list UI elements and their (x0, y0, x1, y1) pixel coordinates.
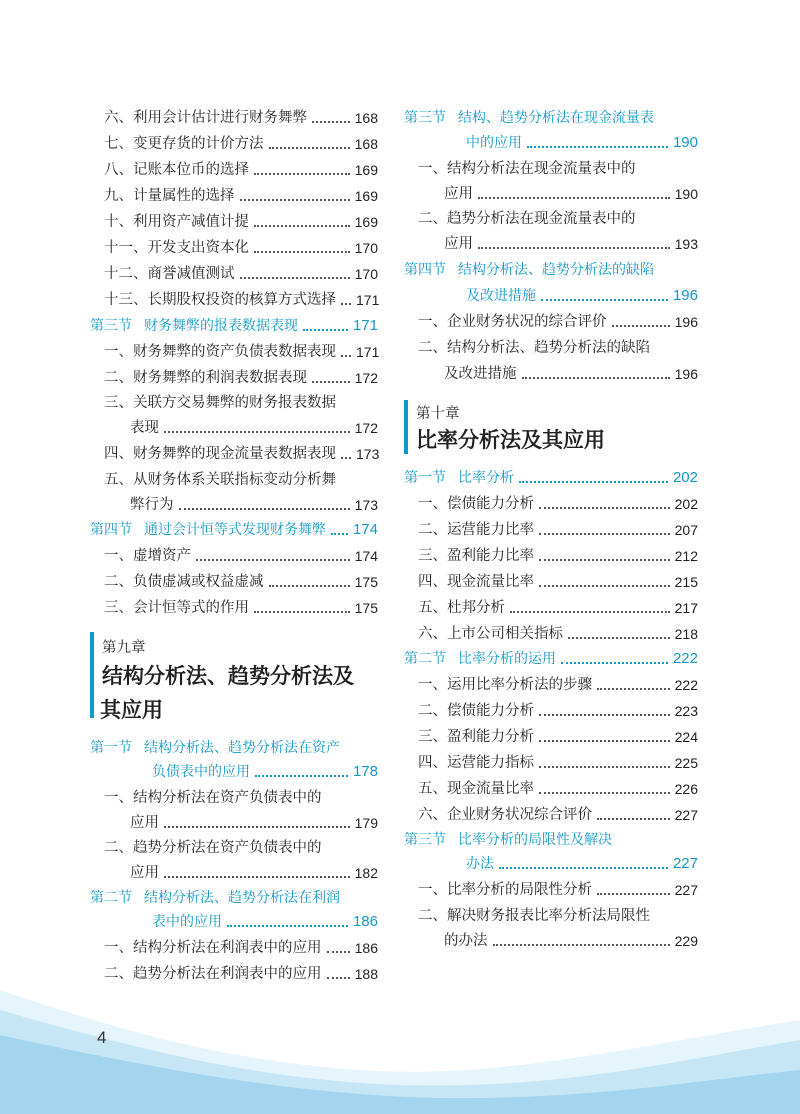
section-label: 第四节 (90, 522, 132, 538)
toc-entry-line2[interactable] (90, 414, 378, 438)
toc-entry[interactable] (404, 775, 698, 799)
leader-dots (539, 792, 670, 794)
chapter-label: 第十章 (416, 406, 460, 422)
entry-title: 三、会计恒等式的作用 (104, 600, 249, 616)
entry-title: 二、解决财务报表比率分析法局限性 (418, 908, 650, 924)
section-label: 第三节 (404, 832, 446, 848)
leader-dots (493, 944, 670, 946)
section-page: 171 (352, 317, 378, 334)
leader-dots (269, 585, 350, 587)
entry-title: 五、杜邦分析 (418, 600, 505, 616)
toc-section[interactable] (404, 645, 698, 669)
leader-dots (341, 457, 351, 459)
chapter-label: 第九章 (102, 640, 146, 656)
entry-title: 六、上市公司相关指标 (418, 626, 563, 642)
entry-title: 十三、长期股权投资的核算方式选择 (104, 292, 336, 308)
section-page: 178 (352, 763, 378, 780)
leader-dots (541, 299, 668, 301)
leader-dots (341, 355, 351, 357)
entry-page: 229 (674, 933, 698, 949)
entry-page: 226 (674, 781, 698, 797)
leader-dots (327, 951, 350, 953)
entry-page: 188 (354, 966, 378, 982)
entry-title: 十、利用资产减值计提 (104, 214, 249, 230)
section-title-cont: 及改进措施 (466, 288, 536, 304)
entry-page: 222 (674, 677, 698, 693)
leader-dots (254, 611, 350, 613)
leader-dots (341, 303, 351, 305)
entry-title: 一、结构分析法在资产负债表中的 (104, 790, 322, 806)
leader-dots (240, 277, 350, 279)
entry-title-cont: 表现 (130, 420, 159, 436)
toc-entry[interactable] (404, 568, 698, 592)
entry-title: 一、结构分析法在利润表中的应用 (104, 940, 322, 956)
entry-page: 168 (354, 136, 378, 152)
entry-title: 七、变更存货的计价方法 (104, 136, 264, 152)
entry-title-cont: 应用 (444, 186, 473, 202)
section-title-cont: 中的应用 (466, 135, 522, 151)
leader-dots (568, 637, 670, 639)
entry-page: 168 (354, 110, 378, 126)
section-page: 202 (672, 469, 698, 486)
entry-page: 171 (356, 344, 380, 360)
chapter-title: 比率分析法及其应用 (416, 428, 605, 452)
toc-entry-line2[interactable] (90, 859, 378, 883)
section-page: 227 (672, 855, 698, 872)
entry-page: 196 (674, 314, 698, 330)
leader-dots (527, 146, 668, 148)
leader-dots (539, 507, 670, 509)
leader-dots (499, 867, 668, 869)
toc-entry-line2[interactable] (404, 360, 698, 384)
leader-dots (519, 481, 668, 483)
entry-title-cont: 应用 (130, 865, 159, 881)
entry-page: 190 (674, 186, 698, 202)
leader-dots (539, 585, 670, 587)
entry-title-cont: 应用 (130, 815, 159, 831)
leader-dots (478, 247, 670, 249)
entry-title: 三、盈利能力比率 (418, 548, 534, 564)
entry-page: 170 (354, 266, 378, 282)
entry-title: 二、趋势分析法在资产负债表中的 (104, 840, 322, 856)
entry-title: 八、记账本位币的选择 (104, 162, 249, 178)
entry-title: 二、运营能力比率 (418, 522, 534, 538)
section-title: 结构分析法、趋势分析法在利润 (144, 890, 340, 906)
toc-entry[interactable] (404, 697, 698, 721)
section-title: 结构分析法、趋势分析法在资产 (144, 740, 340, 756)
leader-dots (612, 325, 670, 327)
leader-dots (227, 925, 348, 927)
toc-entry-line1[interactable] (404, 155, 698, 179)
section-label: 第二节 (90, 890, 132, 906)
entry-title: 十二、商誉减值测试 (104, 266, 235, 282)
leader-dots (597, 818, 670, 820)
toc-section-line2[interactable] (404, 850, 698, 874)
entry-page: 173 (354, 497, 378, 513)
entry-title: 一、比率分析的局限性分析 (418, 882, 592, 898)
page-number: 4 (97, 1028, 107, 1047)
toc-section[interactable] (90, 884, 378, 908)
entry-page: 224 (674, 729, 698, 745)
toc-section[interactable] (404, 464, 698, 488)
entry-title-cont: 及改进措施 (444, 366, 517, 382)
toc-entry[interactable] (90, 260, 378, 284)
section-page: 174 (352, 521, 378, 538)
section-label: 第二节 (404, 651, 446, 667)
leader-dots (240, 199, 350, 201)
section-page: 222 (672, 650, 698, 667)
leader-dots (303, 329, 348, 331)
entry-page: 172 (354, 420, 378, 436)
section-label: 第一节 (90, 740, 132, 756)
entry-title: 二、趋势分析法在现金流量表中的 (418, 211, 636, 227)
toc-entry-line1[interactable] (404, 205, 698, 229)
toc-entry[interactable] (404, 594, 698, 618)
entry-title: 二、财务舞弊的利润表数据表现 (104, 370, 307, 386)
entry-title-cont: 的办法 (444, 933, 488, 949)
entry-page: 212 (674, 548, 698, 564)
entry-page: 227 (674, 807, 698, 823)
leader-dots (522, 377, 670, 379)
entry-page: 215 (674, 574, 698, 590)
leader-dots (164, 431, 350, 433)
section-title: 比率分析的运用 (458, 651, 556, 667)
toc-entry[interactable] (404, 749, 698, 773)
entry-page: 207 (674, 522, 698, 538)
toc-section-line2[interactable] (90, 758, 378, 782)
entry-title: 二、偿债能力分析 (418, 703, 534, 719)
leader-dots (331, 533, 348, 535)
entry-title: 一、结构分析法在现金流量表中的 (418, 161, 636, 177)
toc-entry-line1[interactable] (90, 466, 378, 490)
entry-page: 170 (354, 240, 378, 256)
chapter-heading (404, 398, 698, 458)
chapter-accent-bar (404, 400, 408, 454)
toc-entry[interactable] (90, 364, 378, 388)
entry-page: 175 (354, 600, 378, 616)
entry-title: 四、财务舞弊的现金流量表数据表现 (104, 446, 336, 462)
entry-title: 六、利用会计估计进行财务舞弊 (104, 110, 307, 126)
toc-entry[interactable] (404, 490, 698, 514)
toc-section[interactable] (90, 516, 378, 540)
entry-page: 169 (354, 214, 378, 230)
entry-page: 217 (674, 600, 698, 616)
toc-section-line2[interactable] (90, 908, 378, 932)
chapter-title-cont: 其应用 (100, 698, 163, 722)
leader-dots (254, 173, 350, 175)
toc-entry[interactable] (90, 104, 378, 128)
leader-dots (597, 688, 670, 690)
leader-dots (478, 197, 670, 199)
leader-dots (312, 381, 350, 383)
toc-entry[interactable] (90, 568, 378, 592)
toc-section-line2[interactable] (404, 129, 698, 153)
leader-dots (561, 662, 668, 664)
section-label: 第三节 (90, 318, 132, 334)
toc-entry[interactable] (90, 182, 378, 206)
toc-entry-line1[interactable] (404, 334, 698, 358)
entry-title: 三、盈利能力分析 (418, 729, 534, 745)
section-title-cont: 办法 (466, 856, 494, 872)
entry-page: 193 (674, 236, 698, 252)
toc-entry[interactable] (90, 440, 378, 464)
toc-entry[interactable] (90, 130, 378, 154)
toc-entry[interactable] (404, 723, 698, 747)
toc-entry[interactable] (90, 156, 378, 180)
entry-title-cont: 弊行为 (130, 497, 174, 513)
section-title: 财务舞弊的报表数据表现 (144, 318, 298, 334)
toc-entry[interactable] (90, 338, 378, 362)
toc-entry[interactable] (90, 286, 378, 310)
section-title: 比率分析 (458, 470, 514, 486)
leader-dots (255, 775, 348, 777)
toc-section[interactable] (404, 104, 698, 128)
leader-dots (254, 225, 350, 227)
entry-page: 223 (674, 703, 698, 719)
entry-title: 二、负债虚减或权益虚减 (104, 574, 264, 590)
entry-page: 174 (354, 548, 378, 564)
toc-entry-line2[interactable] (404, 180, 698, 204)
leader-dots (269, 147, 350, 149)
toc-section[interactable] (90, 734, 378, 758)
entry-title: 二、趋势分析法在利润表中的应用 (104, 966, 322, 982)
toc-entry[interactable] (404, 308, 698, 332)
toc-entry[interactable] (90, 208, 378, 232)
leader-dots (539, 714, 670, 716)
section-page: 196 (672, 287, 698, 304)
entry-title: 一、运用比率分析法的步骤 (418, 677, 592, 693)
leader-dots (510, 611, 670, 613)
entry-page: 186 (354, 940, 378, 956)
toc-entry[interactable] (404, 542, 698, 566)
section-title-cont: 表中的应用 (152, 914, 222, 930)
leader-dots (327, 977, 350, 979)
toc-section[interactable] (90, 312, 378, 336)
toc-entry[interactable] (90, 960, 378, 984)
toc-entry[interactable] (90, 594, 378, 618)
leader-dots (164, 826, 350, 828)
toc-entry[interactable] (90, 934, 378, 958)
entry-page: 227 (674, 882, 698, 898)
entry-title: 十一、开发支出资本化 (104, 240, 249, 256)
entry-title: 一、财务舞弊的资产负债表数据表现 (104, 344, 336, 360)
leader-dots (164, 876, 350, 878)
toc-entry-line1[interactable] (404, 902, 698, 926)
entry-title: 五、现金流量比率 (418, 781, 534, 797)
entry-page: 175 (354, 574, 378, 590)
toc-entry[interactable] (404, 801, 698, 825)
section-title: 比率分析的局限性及解决 (458, 832, 612, 848)
entry-title-cont: 应用 (444, 236, 473, 252)
toc-entry-line1[interactable] (90, 784, 378, 808)
leader-dots (539, 766, 670, 768)
chapter-heading-cont (90, 692, 378, 732)
leader-dots (539, 533, 670, 535)
entry-title: 三、关联方交易舞弊的财务报表数据 (104, 395, 336, 411)
toc-entry[interactable] (404, 671, 698, 695)
toc-section-line2[interactable] (404, 282, 698, 306)
entry-title: 四、运营能力指标 (418, 755, 534, 771)
entry-title: 一、偿债能力分析 (418, 496, 534, 512)
toc-entry-line2[interactable] (404, 927, 698, 951)
entry-page: 172 (354, 370, 378, 386)
toc-entry[interactable] (90, 234, 378, 258)
entry-title: 四、现金流量比率 (418, 574, 534, 590)
section-label: 第三节 (404, 110, 446, 126)
section-label: 第四节 (404, 262, 446, 278)
entry-page: 218 (674, 626, 698, 642)
entry-title: 九、计量属性的选择 (104, 188, 235, 204)
toc-entry-line1[interactable] (90, 389, 378, 413)
leader-dots (179, 508, 350, 510)
toc-entry[interactable] (404, 516, 698, 540)
section-title: 通过会计恒等式发现财务舞弊 (144, 522, 326, 538)
entry-page: 179 (354, 815, 378, 831)
entry-page: 173 (356, 446, 380, 462)
leader-dots (597, 893, 670, 895)
section-title-cont: 负债表中的应用 (152, 764, 250, 780)
section-title: 结构、趋势分析法在现金流量表 (458, 110, 654, 126)
entry-title: 一、虚增资产 (104, 548, 191, 564)
leader-dots (254, 251, 350, 253)
section-page: 190 (672, 134, 698, 151)
entry-title: 五、从财务体系关联指标变动分析舞 (104, 472, 336, 488)
chapter-title: 结构分析法、趋势分析法及 (102, 664, 354, 688)
toc-entry-line1[interactable] (90, 834, 378, 858)
entry-title: 一、企业财务状况的综合评价 (418, 314, 607, 330)
toc-entry[interactable] (404, 620, 698, 644)
toc-entry-line2[interactable] (404, 230, 698, 254)
toc-entry-line2[interactable] (90, 809, 378, 833)
section-label: 第一节 (404, 470, 446, 486)
toc-section[interactable] (404, 256, 698, 280)
section-title: 结构分析法、趋势分析法的缺陷 (458, 262, 654, 278)
toc-entry[interactable] (404, 876, 698, 900)
entry-page: 171 (356, 292, 380, 308)
entry-page: 202 (674, 496, 698, 512)
leader-dots (539, 559, 670, 561)
entry-page: 169 (354, 188, 378, 204)
toc-entry-line2[interactable] (90, 491, 378, 515)
entry-page: 182 (354, 865, 378, 881)
section-page: 186 (352, 913, 378, 930)
toc-section[interactable] (404, 826, 698, 850)
entry-title: 二、结构分析法、趋势分析法的缺陷 (418, 340, 650, 356)
leader-dots (539, 740, 670, 742)
entry-title: 六、企业财务状况综合评价 (418, 807, 592, 823)
leader-dots (312, 121, 350, 123)
entry-page: 196 (674, 366, 698, 382)
entry-page: 225 (674, 755, 698, 771)
entry-page: 169 (354, 162, 378, 178)
toc-entry[interactable] (90, 542, 378, 566)
leader-dots (196, 559, 350, 561)
